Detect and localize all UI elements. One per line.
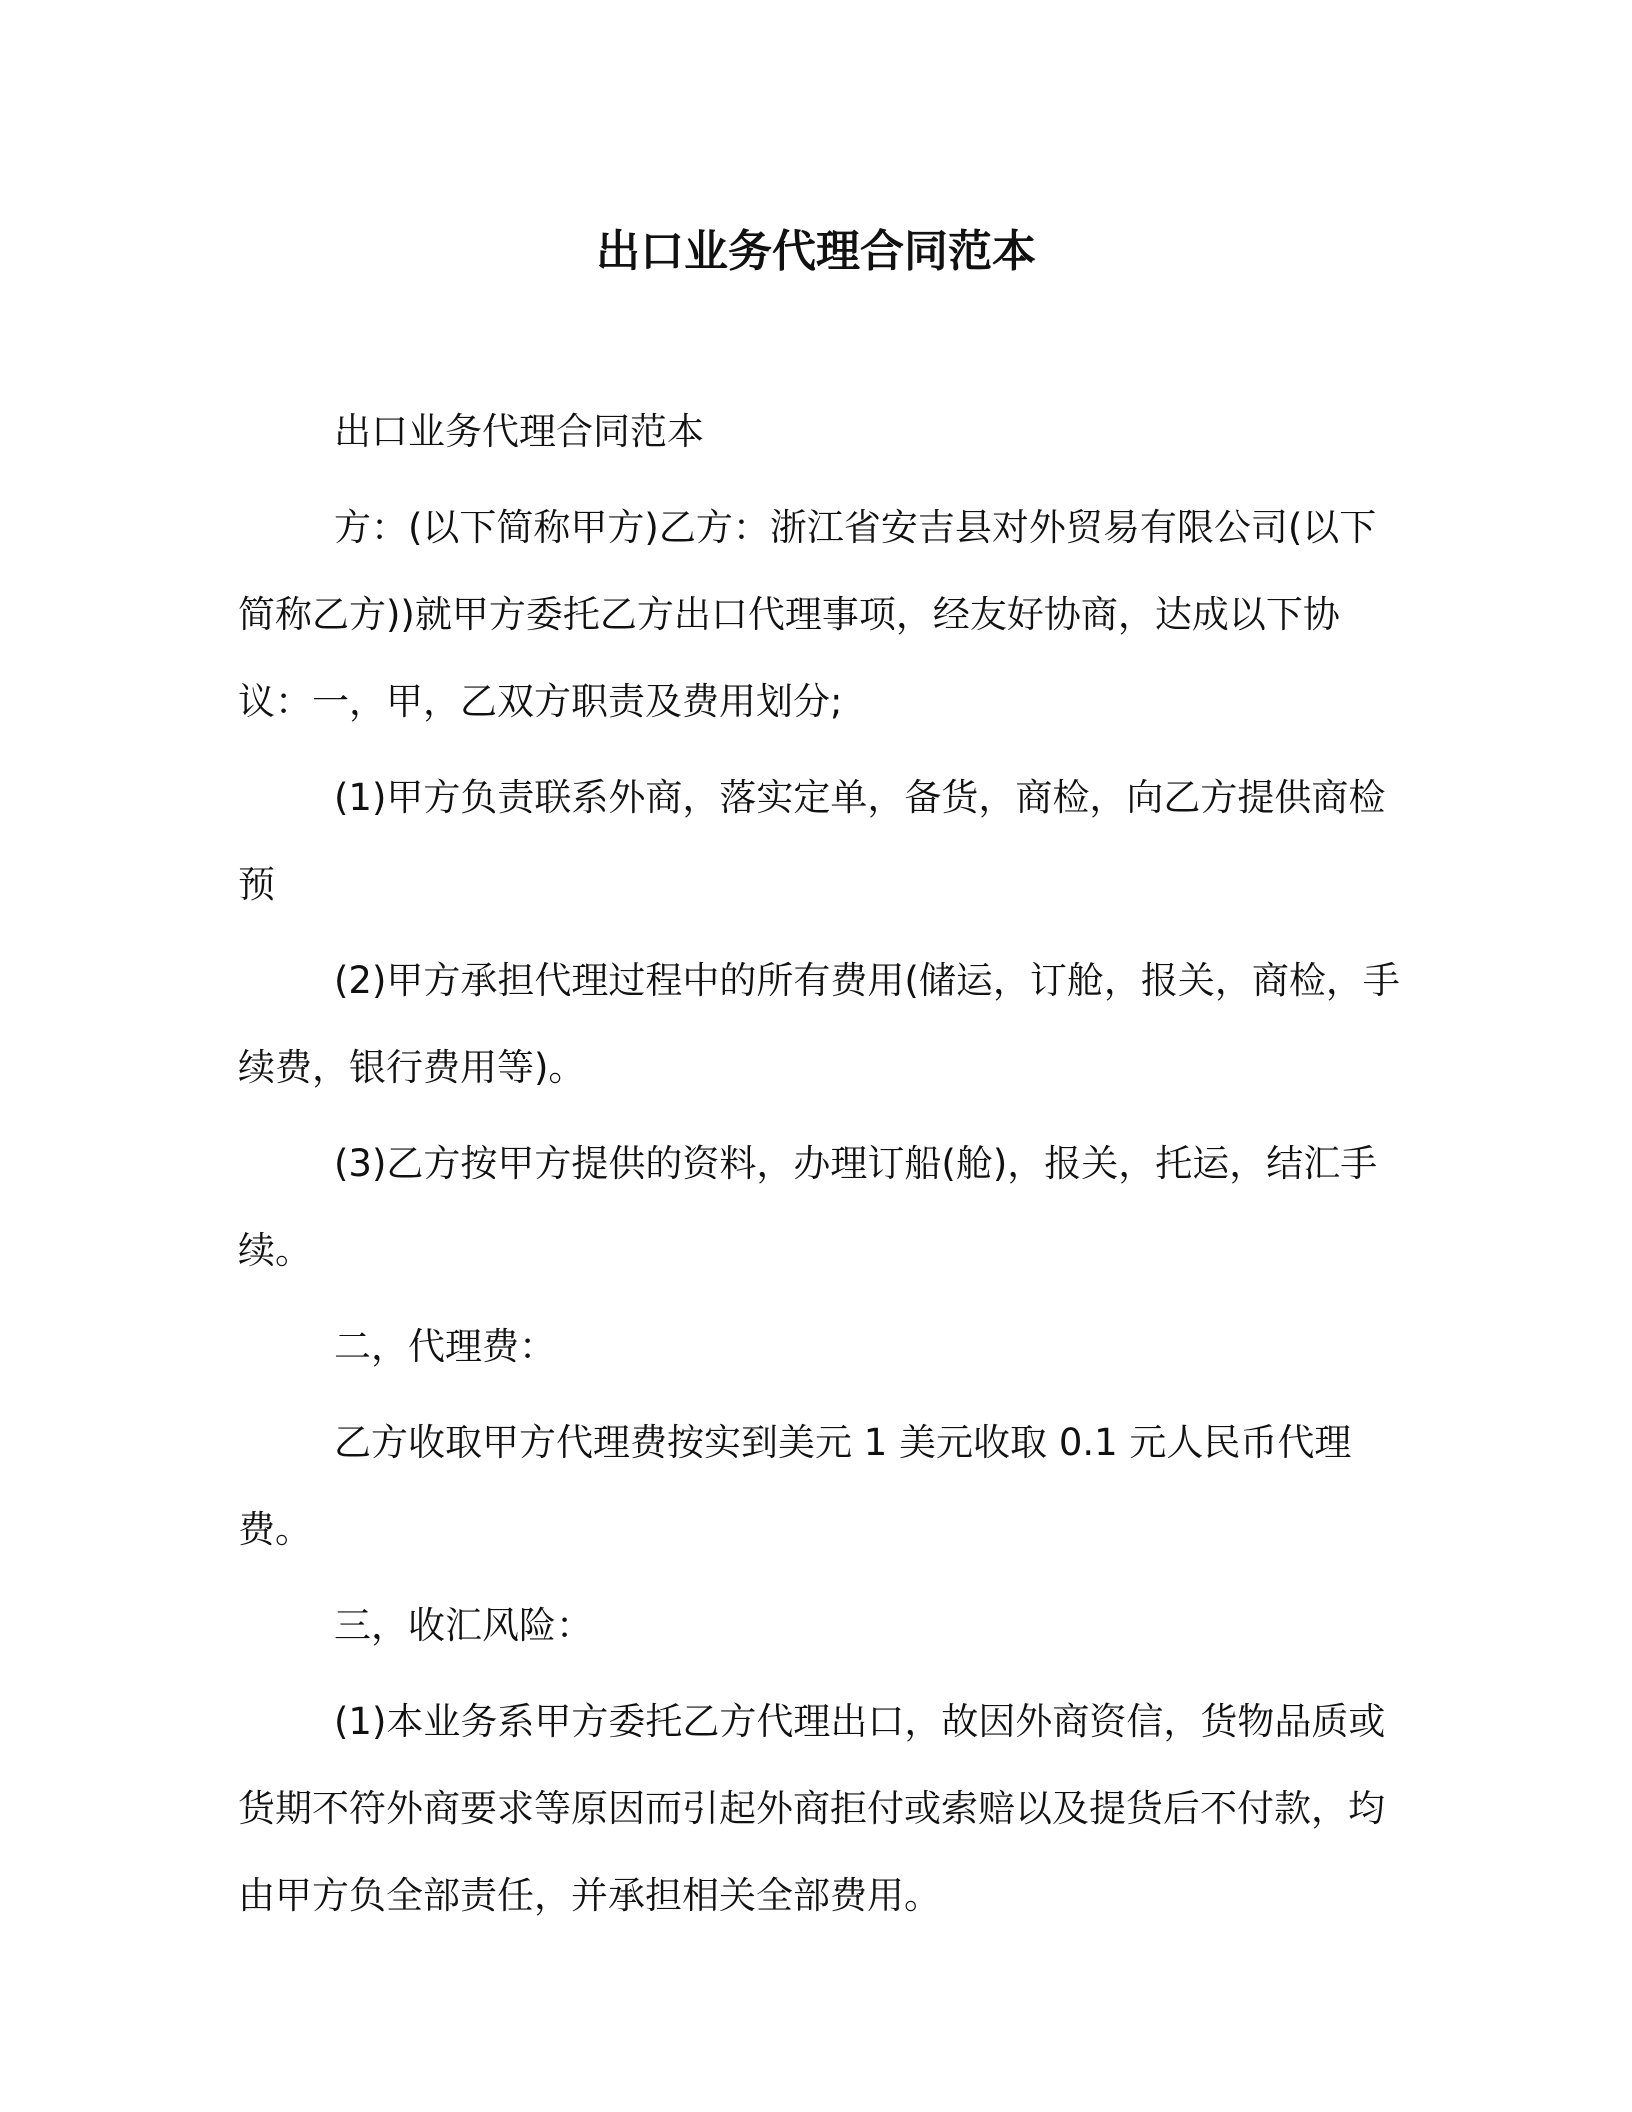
paragraph-duty-3: (3)乙方按甲方提供的资料，办理订船(舱)，报关，托运，结汇手续。 bbox=[238, 1142, 1378, 1272]
paragraph-agency-fee: 乙方收取甲方代理费按实到美元 1 美元收取 0.1 元人民币代理费。 bbox=[238, 1421, 1352, 1551]
paragraph-parties: 方：(以下简称甲方)乙方：浙江省安吉县对外贸易有限公司(以下简称乙方))就甲方委托乙方出口代理事项，经友好协商，达成以下协议：一，甲，乙双方职责及费用划分; bbox=[238, 506, 1377, 723]
section-heading-risk: 三，收汇风险： bbox=[334, 1604, 593, 1647]
document-title: 出口业务代理合同范本 bbox=[596, 226, 1036, 277]
paragraph-duty-2: (2)甲方承担代理过程中的所有费用(储运，订舱，报关，商检，手续费，银行费用等)。 bbox=[238, 959, 1400, 1089]
document-body bbox=[238, 388, 1408, 1939]
section-heading-agency-fee: 二，代理费： bbox=[334, 1325, 556, 1368]
paragraph-duty-1: (1)甲方负责联系外商，落实定单，备货，商检，向乙方提供商检预 bbox=[238, 776, 1386, 906]
paragraph-risk-1: (1)本业务系甲方委托乙方代理出口，故因外商资信，货物品质或货期不符外商要求等原因而引起外商拒付或索赔以及提货后不付款，均由甲方负全部责任，并承担相关全部费用。 bbox=[238, 1700, 1386, 1917]
paragraph-heading: 出口业务代理合同范本 bbox=[334, 410, 704, 453]
